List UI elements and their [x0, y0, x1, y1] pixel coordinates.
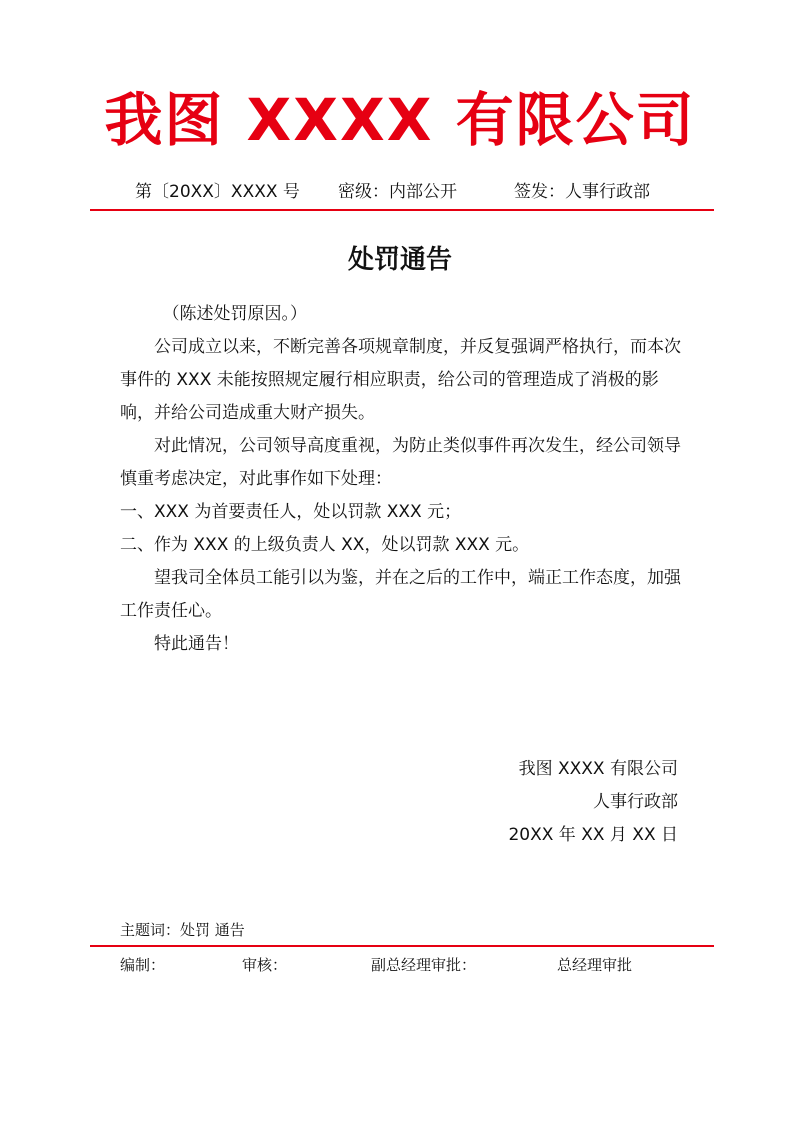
signature-block [508, 753, 678, 852]
penalty-item-2: 二、作为 XXX 的上级负责人 XX，处以罚款 XXX 元。 [120, 535, 530, 555]
penalty-item-1: 一、XXX 为首要责任人，处以罚款 XXX 元； [120, 502, 462, 522]
vice-gm-approval-label: 副总经理审批： [371, 956, 477, 974]
body-paragraph: 望我司全体员工能引以为鉴，并在之后的工作中，端正工作态度，加强工作责任心。 [120, 568, 681, 621]
body-paragraph: 公司成立以来，不断完善各项规章制度，并反复强调严格执行，而本次事件的 XXX 未能按照规定履行相应职责，给公司的管理造成了消极的影响，并给公司造成重大财产损失。 [120, 337, 681, 423]
notice-body [120, 298, 690, 661]
document-meta-row [0, 180, 800, 204]
footer-divider [90, 945, 714, 947]
body-paragraph: 对此情况，公司领导高度重视，为防止类似事件再次发生，经公司领导慎重考虑决定，对此事作如下处理： [120, 436, 681, 489]
document-number: 第〔20XX〕XXXX 号 [135, 182, 300, 202]
header-divider [90, 209, 714, 211]
signature-company: 我图 XXXX 有限公司 [518, 759, 678, 779]
security-level: 密级：内部公开 [338, 182, 457, 202]
issuer: 签发：人事行政部 [514, 182, 650, 202]
approval-row [0, 954, 800, 976]
signature-department: 人事行政部 [593, 792, 678, 812]
closing-line: 特此通告！ [154, 634, 239, 654]
subject-words: 主题词：处罚 通告 [120, 921, 245, 939]
signature-date: 20XX 年 XX 月 XX 日 [508, 825, 678, 845]
reason-placeholder: （陈述处罚原因。） [162, 304, 307, 324]
gm-approval-label: 总经理审批 [557, 956, 633, 974]
company-name-heading: 我图 XXXX 有限公司 [104, 86, 696, 154]
reviewer-label: 审核： [242, 956, 288, 974]
editor-label: 编制： [120, 956, 166, 974]
notice-title: 处罚通告 [347, 245, 452, 275]
